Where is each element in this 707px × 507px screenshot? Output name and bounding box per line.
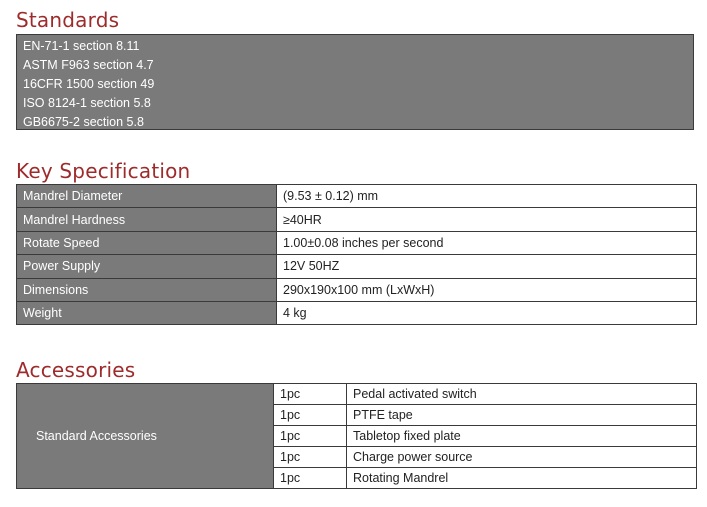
standard-item: ASTM F963 section 4.7 (23, 58, 154, 72)
spec-label: Weight (17, 301, 277, 324)
accessory-name: PTFE tape (347, 405, 697, 426)
accessory-name: Rotating Mandrel (347, 468, 697, 489)
table-row (17, 185, 697, 208)
accessory-qty: 1pc (274, 468, 347, 489)
table-row (17, 301, 697, 324)
standard-item: ISO 8124-1 section 5.8 (23, 96, 151, 110)
table-row (17, 255, 697, 278)
standards-title: Standards (16, 8, 120, 32)
standard-item: GB6675-2 section 5.8 (23, 115, 144, 129)
accessories-table (16, 383, 697, 489)
standard-item: 16CFR 1500 section 49 (23, 77, 155, 91)
spec-label: Power Supply (17, 255, 277, 278)
key-specification-title: Key Specification (16, 159, 191, 183)
accessories-title: Accessories (16, 358, 136, 382)
spec-value: 4 kg (277, 301, 697, 324)
spec-value: ≥40HR (277, 208, 697, 231)
table-row (17, 384, 697, 405)
accessory-name: Tabletop fixed plate (347, 426, 697, 447)
accessory-name: Pedal activated switch (347, 384, 697, 405)
accessory-qty: 1pc (274, 426, 347, 447)
accessory-qty: 1pc (274, 384, 347, 405)
accessory-qty: 1pc (274, 405, 347, 426)
spec-value: 12V 50HZ (277, 255, 697, 278)
spec-value: (9.53 ± 0.12) mm (277, 185, 697, 208)
spec-label: Mandrel Diameter (17, 185, 277, 208)
spec-label: Dimensions (17, 278, 277, 301)
spec-label: Mandrel Hardness (17, 208, 277, 231)
accessory-qty: 1pc (274, 447, 347, 468)
spec-value: 1.00±0.08 inches per second (277, 231, 697, 254)
table-row (17, 278, 697, 301)
accessory-name: Charge power source (347, 447, 697, 468)
spec-label: Rotate Speed (17, 231, 277, 254)
standard-item: EN-71-1 section 8.11 (23, 39, 140, 53)
standards-list (16, 34, 694, 130)
table-row (17, 231, 697, 254)
accessories-category: Standard Accessories (17, 384, 274, 489)
key-specification-table (16, 184, 697, 325)
spec-value: 290x190x100 mm (LxWxH) (277, 278, 697, 301)
table-row (17, 208, 697, 231)
